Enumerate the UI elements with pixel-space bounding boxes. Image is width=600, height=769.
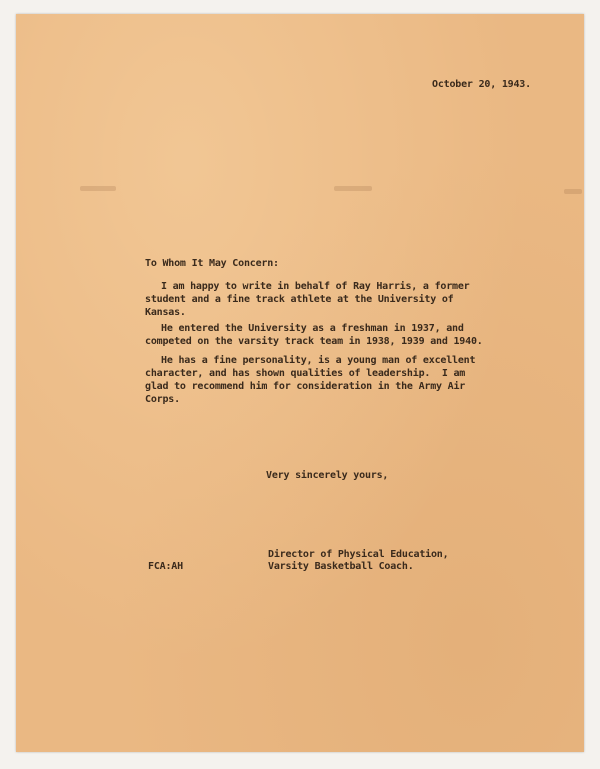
bleed-mark bbox=[334, 186, 372, 191]
signature-title-1: Director of Physical Education, bbox=[268, 549, 449, 560]
paragraph-1-line-3: Kansas. bbox=[145, 307, 186, 318]
bleed-mark bbox=[564, 189, 582, 194]
closing: Very sincerely yours, bbox=[266, 470, 389, 481]
letter-page bbox=[16, 14, 584, 752]
paragraph-2-line-1: He entered the University as a freshman in 1937, and bbox=[161, 323, 464, 334]
paragraph-3-line-1: He has a fine personality, is a young man of excellent bbox=[161, 355, 476, 366]
paragraph-1-line-1: I am happy to write in behalf of Ray Harris, a former bbox=[161, 281, 470, 292]
paragraph-3-line-3: glad to recommend him for consideration in the Army Air bbox=[145, 381, 466, 392]
paragraph-3-line-4: Corps. bbox=[145, 394, 180, 405]
paragraph-2-line-2: competed on the varsity track team in 1938, 1939 and 1940. bbox=[145, 336, 483, 347]
paragraph-1-line-2: student and a fine track athlete at the University of bbox=[145, 294, 454, 305]
initials: FCA:AH bbox=[148, 561, 183, 572]
paragraph-3-line-2: character, and has shown qualities of leadership. I am bbox=[145, 368, 466, 379]
bleed-mark bbox=[80, 186, 116, 191]
letter-date: October 20, 1943. bbox=[432, 79, 531, 90]
salutation: To Whom It May Concern: bbox=[145, 258, 279, 269]
signature-title-2: Varsity Basketball Coach. bbox=[268, 561, 414, 572]
